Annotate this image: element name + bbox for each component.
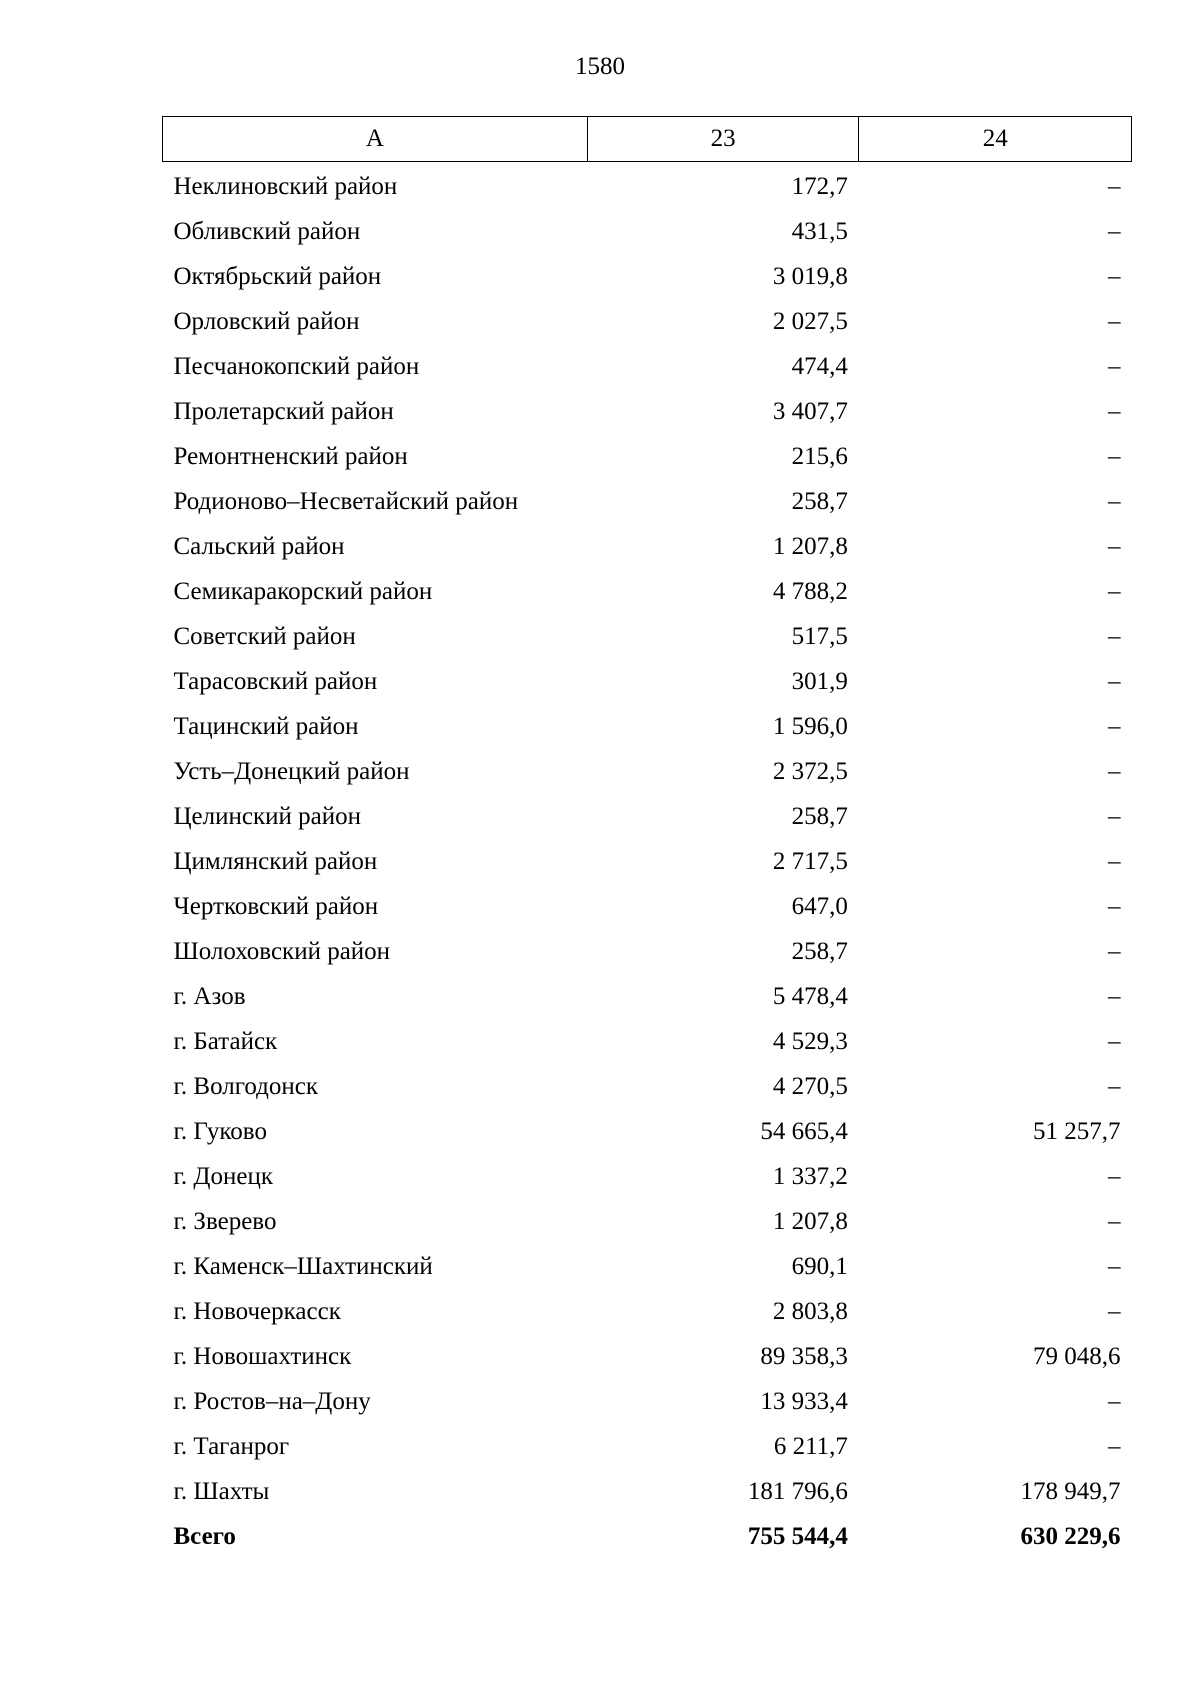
row-name-cell: г. Батайск xyxy=(173,1027,278,1055)
header-col-24: 24 xyxy=(859,117,1132,162)
row-name-cell: г. Ростов–на–Дону xyxy=(173,1387,371,1415)
row-value-24-cell: – xyxy=(1108,397,1121,425)
row-name-cell: Шолоховский район xyxy=(173,937,391,965)
row-value-23-cell: 6 211,7 xyxy=(773,1432,848,1460)
row-value-23-cell: 2 803,8 xyxy=(772,1297,848,1325)
row-value-23-cell: 258,7 xyxy=(791,487,848,515)
row-name-cell: г. Гуково xyxy=(173,1117,267,1145)
table-row xyxy=(163,254,1132,299)
row-name-cell: Цимлянский район xyxy=(173,847,378,875)
row-value-24-cell: – xyxy=(1108,1297,1121,1325)
row-value-23-cell: 258,7 xyxy=(791,937,848,965)
table-body xyxy=(163,162,1132,1560)
table-row xyxy=(163,749,1132,794)
table-row xyxy=(163,1019,1132,1064)
row-name-cell: Семикаракорский район xyxy=(173,577,433,605)
table-row xyxy=(163,389,1132,434)
row-name-cell: г. Таганрог xyxy=(173,1432,290,1460)
row-value-23-cell: 3 019,8 xyxy=(772,262,848,290)
row-name-cell: Всего xyxy=(173,1522,236,1550)
row-value-24-cell: 79 048,6 xyxy=(1033,1342,1121,1370)
row-value-24-cell: – xyxy=(1108,757,1121,785)
row-value-23-cell: 3 407,7 xyxy=(772,397,848,425)
row-value-23-cell: 4 529,3 xyxy=(772,1027,848,1055)
row-name-cell: Усть–Донецкий район xyxy=(173,757,410,785)
row-name-cell: г. Волгодонск xyxy=(173,1072,319,1100)
row-value-23-cell: 2 717,5 xyxy=(772,847,848,875)
table-row xyxy=(163,659,1132,704)
table-row xyxy=(163,479,1132,524)
table-row xyxy=(163,299,1132,344)
row-value-23-cell: 431,5 xyxy=(791,217,848,245)
table-row xyxy=(163,974,1132,1019)
row-value-24-cell: – xyxy=(1108,667,1121,695)
row-name-cell: Пролетарский район xyxy=(173,397,394,425)
table-row xyxy=(163,839,1132,884)
row-value-23-cell: 4 788,2 xyxy=(772,577,848,605)
row-value-24-cell: – xyxy=(1108,172,1121,200)
row-name-cell: г. Новошахтинск xyxy=(173,1342,352,1370)
table-row xyxy=(163,1469,1132,1514)
row-name-cell: Обливский район xyxy=(173,217,361,245)
table-row xyxy=(163,704,1132,749)
row-value-24-cell: – xyxy=(1108,307,1121,335)
row-value-24-cell: – xyxy=(1108,937,1121,965)
row-value-24-cell: – xyxy=(1108,982,1121,1010)
table-row xyxy=(163,1199,1132,1244)
row-value-23-cell: 2 372,5 xyxy=(772,757,848,785)
row-name-cell: Сальский район xyxy=(173,532,345,560)
row-value-24-cell: – xyxy=(1108,262,1121,290)
table-row xyxy=(163,794,1132,839)
row-value-23-cell: 258,7 xyxy=(791,802,848,830)
row-value-23-cell: 301,9 xyxy=(791,667,848,695)
row-name-cell: Октябрьский район xyxy=(173,262,382,290)
row-value-24-cell: – xyxy=(1108,1387,1121,1415)
row-value-24-cell: – xyxy=(1108,442,1121,470)
row-value-23-cell: 54 665,4 xyxy=(760,1117,848,1145)
row-value-23-cell: 172,7 xyxy=(791,172,848,200)
row-name-cell: г. Каменск–Шахтинский xyxy=(173,1252,433,1280)
row-name-cell: Тацинский район xyxy=(173,712,359,740)
row-value-23-cell: 517,5 xyxy=(791,622,848,650)
row-value-24-cell: – xyxy=(1108,847,1121,875)
table-row xyxy=(163,1334,1132,1379)
row-value-24-cell: – xyxy=(1108,1432,1121,1460)
row-name-cell: Ремонтненский район xyxy=(173,442,408,470)
table-row xyxy=(163,1109,1132,1154)
row-value-24-cell: – xyxy=(1108,487,1121,515)
row-value-24-cell: – xyxy=(1108,712,1121,740)
row-value-24-cell: – xyxy=(1108,352,1121,380)
row-value-24-cell: – xyxy=(1108,532,1121,560)
row-value-23-cell: 1 596,0 xyxy=(772,712,848,740)
row-value-24-cell: – xyxy=(1108,1072,1121,1100)
table-header xyxy=(163,117,1132,162)
row-name-cell: Орловский район xyxy=(173,307,360,335)
row-name-cell: Советский район xyxy=(173,622,356,650)
row-value-24-cell: 630 229,6 xyxy=(1020,1522,1121,1550)
row-name-cell: Песчанокопский район xyxy=(173,352,420,380)
row-name-cell: г. Зверево xyxy=(173,1207,277,1235)
total-row xyxy=(163,1514,1132,1559)
row-value-23-cell: 2 027,5 xyxy=(772,307,848,335)
row-value-23-cell: 474,4 xyxy=(791,352,848,380)
row-value-24-cell: – xyxy=(1108,1027,1121,1055)
row-name-cell: Целинский район xyxy=(173,802,361,830)
table-row xyxy=(163,884,1132,929)
row-value-23-cell: 1 207,8 xyxy=(772,1207,848,1235)
row-value-23-cell: 5 478,4 xyxy=(772,982,848,1010)
table-row xyxy=(163,569,1132,614)
row-name-cell: Неклиновский район xyxy=(173,172,398,200)
row-value-24-cell: – xyxy=(1108,802,1121,830)
table-row xyxy=(163,1244,1132,1289)
row-value-24-cell: – xyxy=(1108,1252,1121,1280)
row-value-23-cell: 755 544,4 xyxy=(747,1522,848,1550)
row-value-24-cell: 178 949,7 xyxy=(1020,1477,1121,1505)
row-value-24-cell: – xyxy=(1108,892,1121,920)
table-row xyxy=(163,162,1132,210)
row-name-cell: Тарасовский район xyxy=(173,667,378,695)
row-value-24-cell: 51 257,7 xyxy=(1033,1117,1121,1145)
page-number: 1580 xyxy=(575,53,625,80)
header-col-a: А xyxy=(163,117,588,162)
row-value-23-cell: 89 358,3 xyxy=(760,1342,848,1370)
row-name-cell: Чертковский район xyxy=(173,892,379,920)
table-row xyxy=(163,524,1132,569)
table-row xyxy=(163,344,1132,389)
row-name-cell: Родионово–Несветайский район xyxy=(173,487,519,515)
table-row xyxy=(163,1154,1132,1199)
row-value-24-cell: – xyxy=(1108,1162,1121,1190)
row-value-24-cell: – xyxy=(1108,577,1121,605)
row-value-23-cell: 181 796,6 xyxy=(747,1477,848,1505)
row-value-23-cell: 1 207,8 xyxy=(772,532,848,560)
table-row xyxy=(163,209,1132,254)
row-value-23-cell: 215,6 xyxy=(791,442,848,470)
row-value-24-cell: – xyxy=(1108,217,1121,245)
table-row xyxy=(163,1379,1132,1424)
row-value-23-cell: 690,1 xyxy=(791,1252,848,1280)
table-row xyxy=(163,1424,1132,1469)
row-value-23-cell: 4 270,5 xyxy=(772,1072,848,1100)
table-row xyxy=(163,1064,1132,1109)
table-row xyxy=(163,1289,1132,1334)
table-row xyxy=(163,434,1132,479)
row-name-cell: г. Шахты xyxy=(173,1477,270,1505)
row-name-cell: г. Азов xyxy=(173,982,246,1010)
row-value-24-cell: – xyxy=(1108,1207,1121,1235)
header-col-23: 23 xyxy=(587,117,859,162)
row-value-23-cell: 647,0 xyxy=(791,892,848,920)
row-name-cell: г. Донецк xyxy=(173,1162,273,1190)
table-row xyxy=(163,929,1132,974)
data-table xyxy=(162,116,1132,1559)
row-value-24-cell: – xyxy=(1108,622,1121,650)
row-value-23-cell: 13 933,4 xyxy=(760,1387,848,1415)
row-value-23-cell: 1 337,2 xyxy=(772,1162,848,1190)
header-row xyxy=(163,117,1132,162)
table-row xyxy=(163,614,1132,659)
row-name-cell: г. Новочеркасск xyxy=(173,1297,341,1325)
